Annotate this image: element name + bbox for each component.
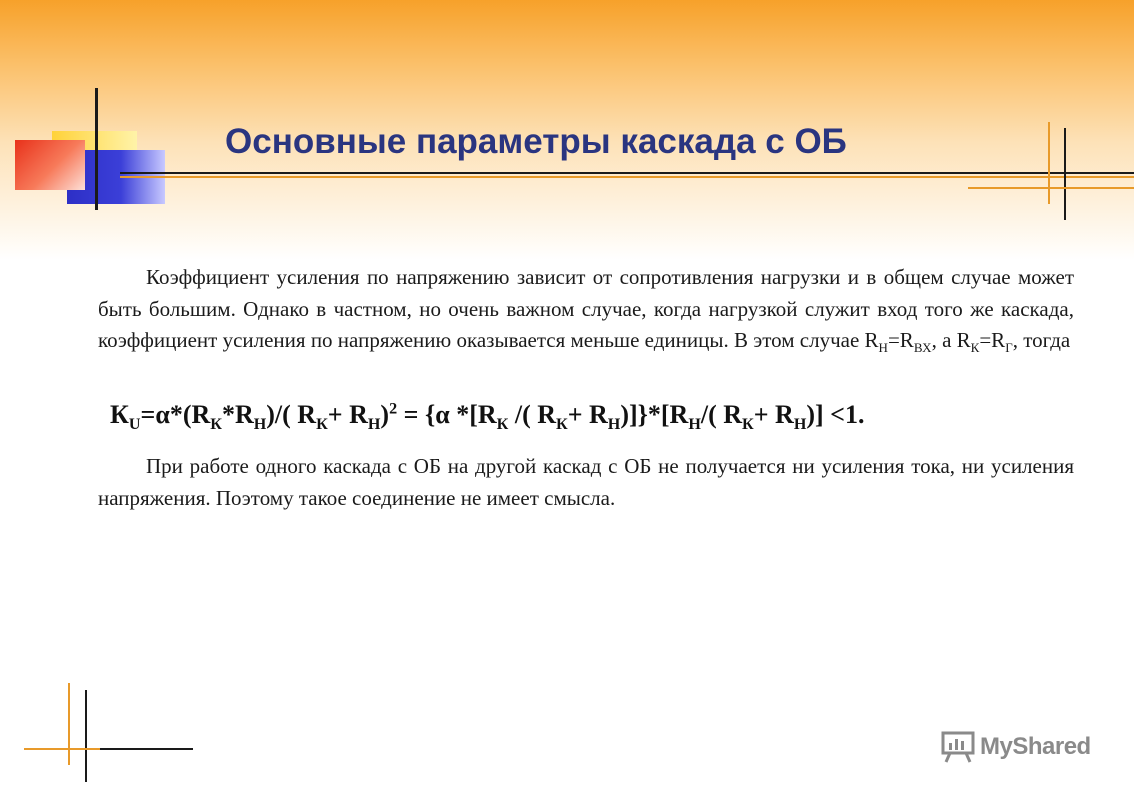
myshared-watermark[interactable]: [940, 730, 1091, 764]
decor-right-gold-hline: [968, 187, 1134, 189]
f-s7: Н: [607, 416, 621, 434]
f-s1: К: [210, 416, 222, 434]
decor-right-gold-vline: [1048, 122, 1050, 204]
f-part7: /( R: [508, 400, 557, 429]
f-s6: К: [556, 416, 568, 434]
p1-text-c: , а R: [931, 328, 971, 352]
f-s4: Н: [367, 416, 381, 434]
decor-bottom-black-hline: [100, 748, 193, 750]
gain-formula: [110, 400, 1090, 434]
f-part8: + R: [567, 400, 608, 429]
p1-text-a: Коэффициент усиления по напряжению зависит от сопротивления нагрузки и в общем случае может быть большим. Однако в частном, но очень важном случае, когда нагрузкой служит вход того же каскада, коэффициент усиления по напряжению оказывается меньше единицы. В этом случае R: [98, 265, 1074, 352]
f-part3: )/( R: [266, 400, 317, 429]
f-part10: /( R: [700, 400, 743, 429]
f-part12: )] <1.: [806, 400, 865, 429]
paragraph-2: При работе одного каскада с ОБ на другой каскад с ОБ не получается ни усиления тока, ни усиления напряжения. Поэтому такое соединение не имеет смысла.: [98, 454, 1074, 510]
f-part1: =α*(R: [140, 400, 211, 429]
title-underline: [120, 172, 1134, 174]
presentation-board-icon: [940, 730, 976, 764]
p1-sub-k: К: [970, 340, 980, 356]
decor-bottom-gold-vline: [68, 683, 70, 765]
p1-text-e: , тогда: [1012, 328, 1071, 352]
slide-title: Основные параметры каскада с ОБ: [225, 122, 847, 161]
decor-bottom-black-vline: [85, 690, 87, 782]
p1-sub-n: Н: [878, 340, 888, 356]
f-s3: К: [316, 416, 328, 434]
f-k: К: [110, 400, 129, 429]
f-s10: Н: [793, 416, 807, 434]
decor-vertical-line: [95, 88, 98, 210]
decor-red-square: [15, 140, 85, 190]
f-s2: Н: [253, 416, 267, 434]
f-part9: )]}*[R: [620, 400, 689, 429]
p1-sub-vx: ВХ: [913, 340, 932, 356]
paragraph-1: [98, 262, 1074, 364]
p1-sub-g: Г: [1005, 340, 1013, 356]
title-underline-gold: [120, 176, 1134, 178]
f-part2: *R: [221, 400, 254, 429]
p1-text-d: =R: [979, 328, 1006, 352]
f-sub-u: U: [128, 416, 141, 434]
watermark-text: MyShared: [980, 733, 1091, 760]
f-part4: + R: [327, 400, 368, 429]
p1-text-b: =R: [887, 328, 914, 352]
f-part11: + R: [753, 400, 794, 429]
decor-right-black-vline: [1064, 128, 1066, 220]
f-part6: = {α *[R: [397, 400, 497, 429]
f-part5: ): [380, 400, 390, 429]
f-s8: Н: [688, 416, 701, 434]
f-s5: К: [496, 416, 509, 434]
f-s9: К: [742, 416, 754, 434]
f-sup2: 2: [389, 400, 398, 418]
